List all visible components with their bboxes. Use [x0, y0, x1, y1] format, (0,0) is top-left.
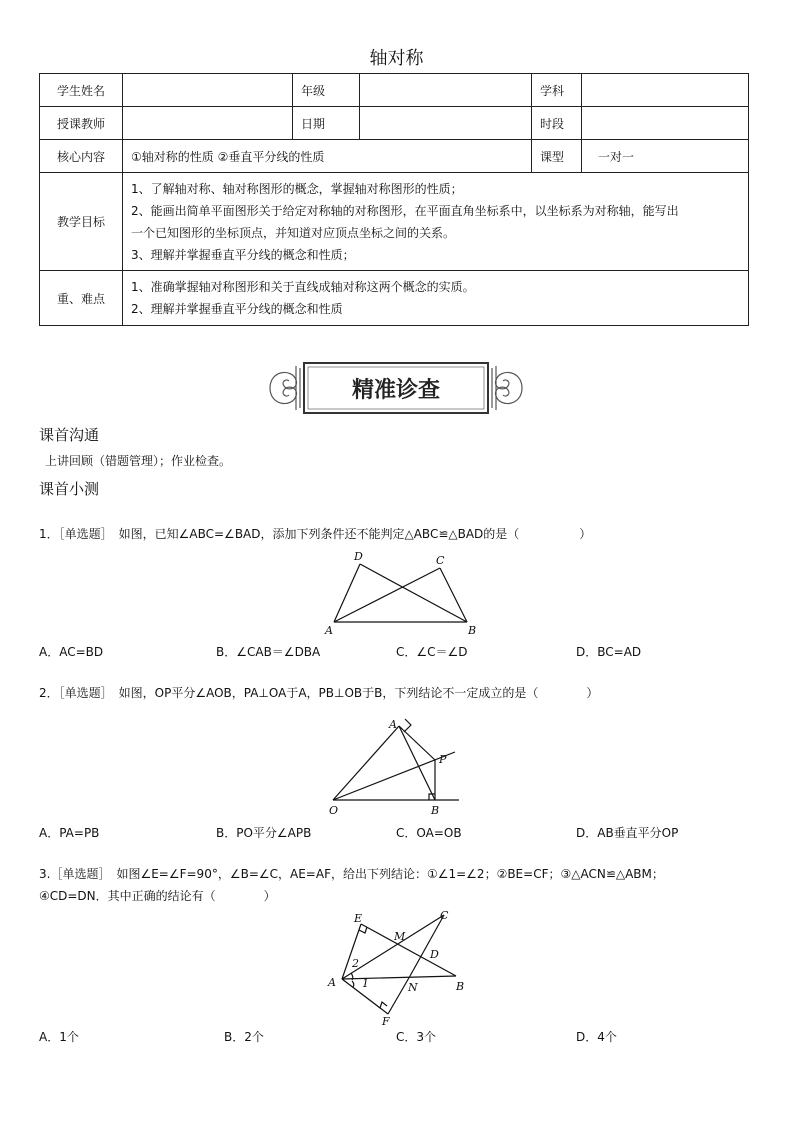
question-1-option-c[interactable]: C．∠C＝∠D	[396, 645, 468, 659]
question-1-option-d[interactable]: D．BC=AD	[576, 645, 642, 659]
segment-ac	[334, 568, 440, 622]
segment-ab	[399, 726, 435, 800]
section-banner	[262, 356, 530, 420]
banner-title: 精准诊查	[351, 377, 441, 403]
date-value	[360, 107, 532, 140]
point-label-a: A	[325, 624, 333, 637]
lesson-type-value: 一对一	[582, 140, 749, 173]
goal-line: 3、理解并掌握垂直平分线的概念和性质；	[131, 247, 355, 262]
segment-nf	[388, 976, 410, 1014]
key-point-line: 2、理解并掌握垂直平分线的概念和性质	[131, 302, 343, 316]
point-label-c: C	[440, 909, 449, 922]
student-name-value	[123, 74, 293, 107]
lesson-type-label: 课型	[532, 140, 582, 173]
question-2-option-b[interactable]: B．PO平分∠APB	[216, 826, 312, 840]
segment-ae	[342, 924, 361, 979]
period-label: 时段	[532, 107, 582, 140]
core-content-label: 核心内容	[40, 140, 123, 173]
key-points-cell	[123, 271, 749, 326]
ray-oa	[333, 726, 399, 800]
teaching-goals-cell	[123, 173, 749, 271]
banner-ornament-right	[492, 366, 522, 410]
question-1-figure	[322, 550, 482, 640]
point-label-b: B	[468, 624, 477, 637]
grade-value	[360, 74, 532, 107]
grade-label: 年级	[293, 74, 360, 107]
segment-ad	[334, 564, 360, 622]
table-row	[40, 173, 749, 271]
question-3-option-c[interactable]: C．3个	[396, 1030, 437, 1044]
point-label-e: E	[354, 912, 363, 925]
student-name-label: 学生姓名	[40, 74, 123, 107]
question-2-option-d[interactable]: D．AB垂直平分OP	[576, 826, 679, 840]
question-2-figure	[327, 714, 467, 819]
question-3-option-d[interactable]: D．4个	[576, 1030, 617, 1044]
section-heading-communication: 课首沟通	[39, 426, 100, 444]
goal-line: 一个已知图形的坐标顶点，并知道对应顶点坐标之间的关系。	[131, 225, 456, 240]
table-row	[40, 74, 749, 107]
period-value	[582, 107, 749, 140]
question-1-option-a[interactable]: A．AC=BD	[39, 645, 104, 659]
question-3-figure	[326, 907, 476, 1028]
point-label-f: F	[382, 1015, 390, 1028]
question-2-option-a[interactable]: A．PA=PB	[39, 826, 100, 840]
table-row	[40, 140, 749, 173]
teaching-goals-label: 教学目标	[40, 173, 123, 271]
question-3-stem-line-2: ④CD=DN．其中正确的结论有（ ）	[39, 889, 276, 903]
point-label-a: A	[328, 976, 336, 989]
lesson-info-table	[39, 73, 749, 326]
question-3-option-b[interactable]: B．2个	[224, 1030, 264, 1044]
key-points-label: 重、难点	[40, 271, 123, 326]
angle-label-2: 2	[352, 957, 359, 970]
goal-line: 2、能画出简单平面图形关于给定对称轴的对称图形，在平面直角坐标系中，以坐标系为对称轴，能写出	[131, 203, 679, 218]
subject-value	[582, 74, 749, 107]
page-title: 轴对称	[369, 48, 424, 69]
point-label-b: B	[431, 804, 440, 817]
point-label-c: C	[436, 554, 445, 567]
goal-line: 1、了解轴对称、轴对称图形的概念，掌握轴对称图形的性质；	[131, 181, 463, 196]
teacher-value	[123, 107, 293, 140]
point-label-n: N	[408, 981, 418, 994]
section-heading-quiz: 课首小测	[39, 480, 100, 498]
point-label-a: A	[389, 718, 397, 731]
segment-ab	[342, 976, 456, 979]
core-content-value: ①轴对称的性质 ②垂直平分线的性质	[123, 140, 532, 173]
ray-op	[333, 752, 455, 800]
right-angle-mark-f	[380, 1002, 387, 1008]
date-label: 日期	[293, 107, 360, 140]
right-angle-mark-a	[404, 719, 411, 732]
table-row	[40, 107, 749, 140]
angle-label-1: 1	[362, 977, 369, 990]
segment-db	[360, 564, 467, 622]
review-text: 上讲回顾（错题管理）；作业检查。	[45, 454, 232, 468]
point-label-p: P	[439, 753, 447, 766]
point-label-m: M	[394, 930, 406, 943]
banner-ornament-left	[270, 366, 300, 410]
point-label-d: D	[430, 948, 439, 961]
question-1-option-b[interactable]: B．∠CAB＝∠DBA	[216, 645, 321, 659]
point-label-b: B	[456, 980, 465, 993]
subject-label: 学科	[532, 74, 582, 107]
segment-cb	[440, 568, 467, 622]
key-point-line: 1、准确掌握轴对称图形和关于直线成轴对称这两个概念的实质。	[131, 280, 475, 294]
point-label-d: D	[354, 550, 363, 563]
question-2-option-c[interactable]: C．OA=OB	[396, 826, 462, 840]
point-label-o: O	[329, 804, 339, 817]
question-3-stem-line-1: 3.［单选题］ 如图∠E=∠F=90°，∠B=∠C，AE=AF，给出下列结论：①∠1=∠2；②BE=CF；③△ACN≌△ABM；	[39, 867, 664, 881]
teacher-label: 授课教师	[40, 107, 123, 140]
question-1-stem: 1．［单选题］ 如图，已知∠ABC=∠BAD，添加下列条件还不能判定△ABC≌△BAD的是（ ）	[39, 527, 592, 541]
question-3-option-a[interactable]: A．1个	[39, 1030, 79, 1044]
table-row	[40, 271, 749, 326]
segment-eb	[361, 924, 456, 976]
question-2-stem: 2．［单选题］ 如图，OP平分∠AOB，PA⊥OA于A，PB⊥OB于B，下列结论不一定成立的是（ ）	[39, 686, 599, 700]
